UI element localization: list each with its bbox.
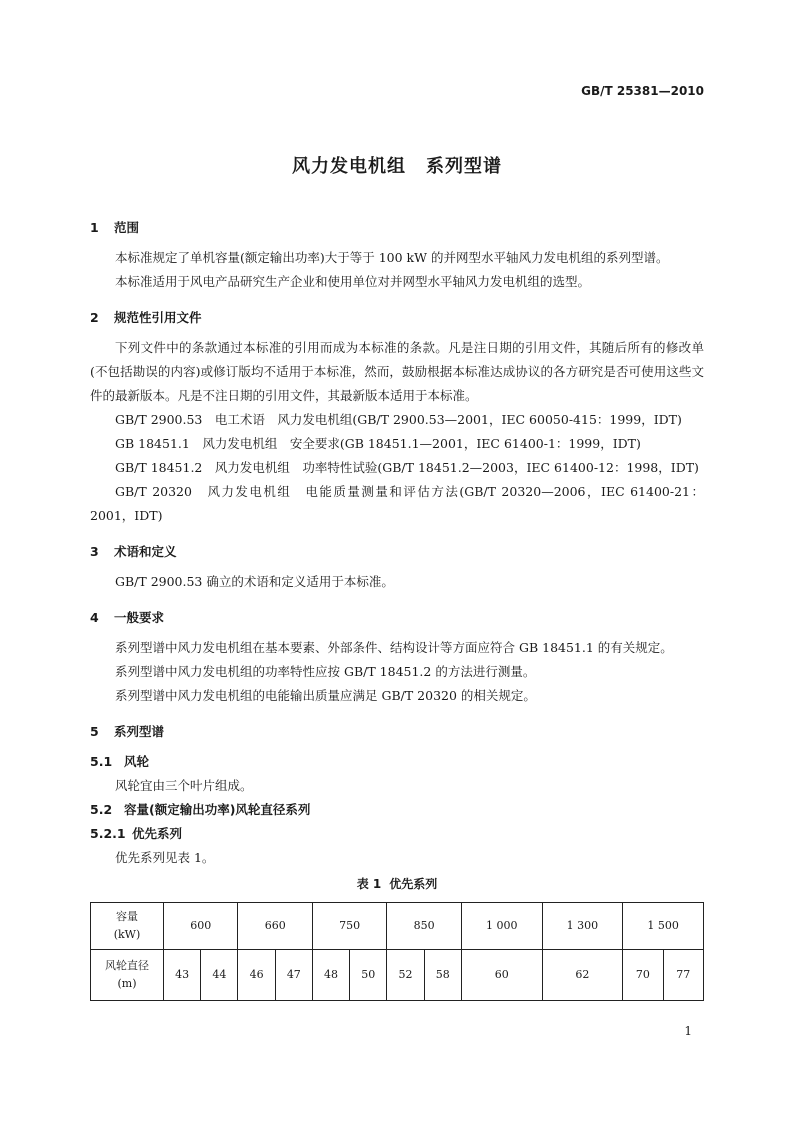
section-5-2-1-paragraph: 优先系列见表 1。 [115,850,215,865]
section-3-heading: 3 术语和定义 [90,544,177,559]
diameter-cell: 60 [461,950,542,1001]
table-row-capacity [91,903,704,950]
diameter-cell: 48 [312,950,349,1001]
capacity-cell: 600 [164,903,238,950]
section-5-heading: 5 系列型谱 [90,724,165,739]
section-5-1-heading: 5.1 风轮 [90,754,150,769]
capacity-cell: 1 000 [461,903,542,950]
table-1-caption: 表 1 优先系列 [356,877,438,891]
diameter-cell: 77 [663,950,703,1001]
section-4-paragraph-2: 系列型谱中风力发电机组的功率特性应按 GB/T 18451.2 的方法进行测量。 [115,664,536,679]
diameter-cell: 62 [542,950,623,1001]
reference-1: GB/T 2900.53 电工术语 风力发电机组(GB/T 2900.53—2001，IEC 60050-415：1999，IDT) [115,412,682,427]
diameter-cell: 46 [238,950,275,1001]
section-5-2-1-heading: 5.2.1 优先系列 [90,826,183,841]
standard-code: GB/T 25381—2010 [581,84,704,98]
reference-2: GB 18451.1 风力发电机组 安全要求(GB 18451.1—2001，IEC 61400-1：1999，IDT) [115,436,641,451]
table-row-diameter [91,950,704,1001]
diameter-cell: 43 [164,950,201,1001]
diameter-label: 风轮直径 (m) [91,950,164,1001]
capacity-cell: 850 [387,903,461,950]
section-5-2-heading: 5.2 容量(额定输出功率)风轮直径系列 [90,802,311,817]
section-4-heading: 4 一般要求 [90,610,165,625]
capacity-cell: 660 [238,903,312,950]
capacity-label: 容量 (kW) [91,903,164,950]
title-part-2: 系列型谱 [426,156,502,177]
capacity-cell: 1 500 [623,903,704,950]
section-1-paragraph-2: 本标准适用于风电产品研究生产企业和使用单位对并网型水平轴风力发电机组的选型。 [115,274,591,289]
diameter-cell: 70 [623,950,663,1001]
section-2-paragraph-1: 下列文件中的条款通过本标准的引用而成为本标准的条款。凡是注日期的引用文件，其随后所有的修改单(不包括勘误的内容)或修订版均不适用于本标准，然而，鼓励根据本标准达成协议的各方研究是否可使用这些文件的最新版本。凡是不注日期的引用文件，其最新版本适用于本标准。 [90,340,704,403]
section-5-1-paragraph: 风轮宜由三个叶片组成。 [115,778,253,793]
capacity-cell: 750 [312,903,386,950]
section-1-paragraph-1: 本标准规定了单机容量(额定输出功率)大于等于 100 kW 的并网型水平轴风力发电机组的系列型谱。 [115,250,669,265]
section-2-heading: 2 规范性引用文件 [90,310,202,325]
diameter-cell: 52 [387,950,424,1001]
title-part-1: 风力发电机组 [292,156,406,177]
diameter-cell: 50 [350,950,387,1001]
section-1-heading: 1 范围 [90,220,140,235]
diameter-cell: 47 [275,950,312,1001]
reference-3: GB/T 18451.2 风力发电机组 功率特性试验(GB/T 18451.2—2003，IEC 61400-12：1998，IDT) [115,460,699,475]
section-4-paragraph-1: 系列型谱中风力发电机组在基本要素、外部条件、结构设计等方面应符合 GB 18451.1 的有关规定。 [115,640,673,655]
diameter-cell: 44 [201,950,238,1001]
reference-4: GB/T 20320 风力发电机组 电能质量测量和评估方法(GB/T 20320—2006，IEC 61400-21：2001，IDT) [90,484,704,523]
section-3-paragraph-1: GB/T 2900.53 确立的术语和定义适用于本标准。 [115,574,394,589]
section-4-paragraph-3: 系列型谱中风力发电机组的电能输出质量应满足 GB/T 20320 的相关规定。 [115,688,536,703]
document-body [90,216,704,1001]
diameter-cell: 58 [424,950,461,1001]
page-number: 1 [684,1024,692,1038]
table-1 [90,902,704,1001]
document-title [0,152,794,178]
capacity-cell: 1 300 [542,903,623,950]
